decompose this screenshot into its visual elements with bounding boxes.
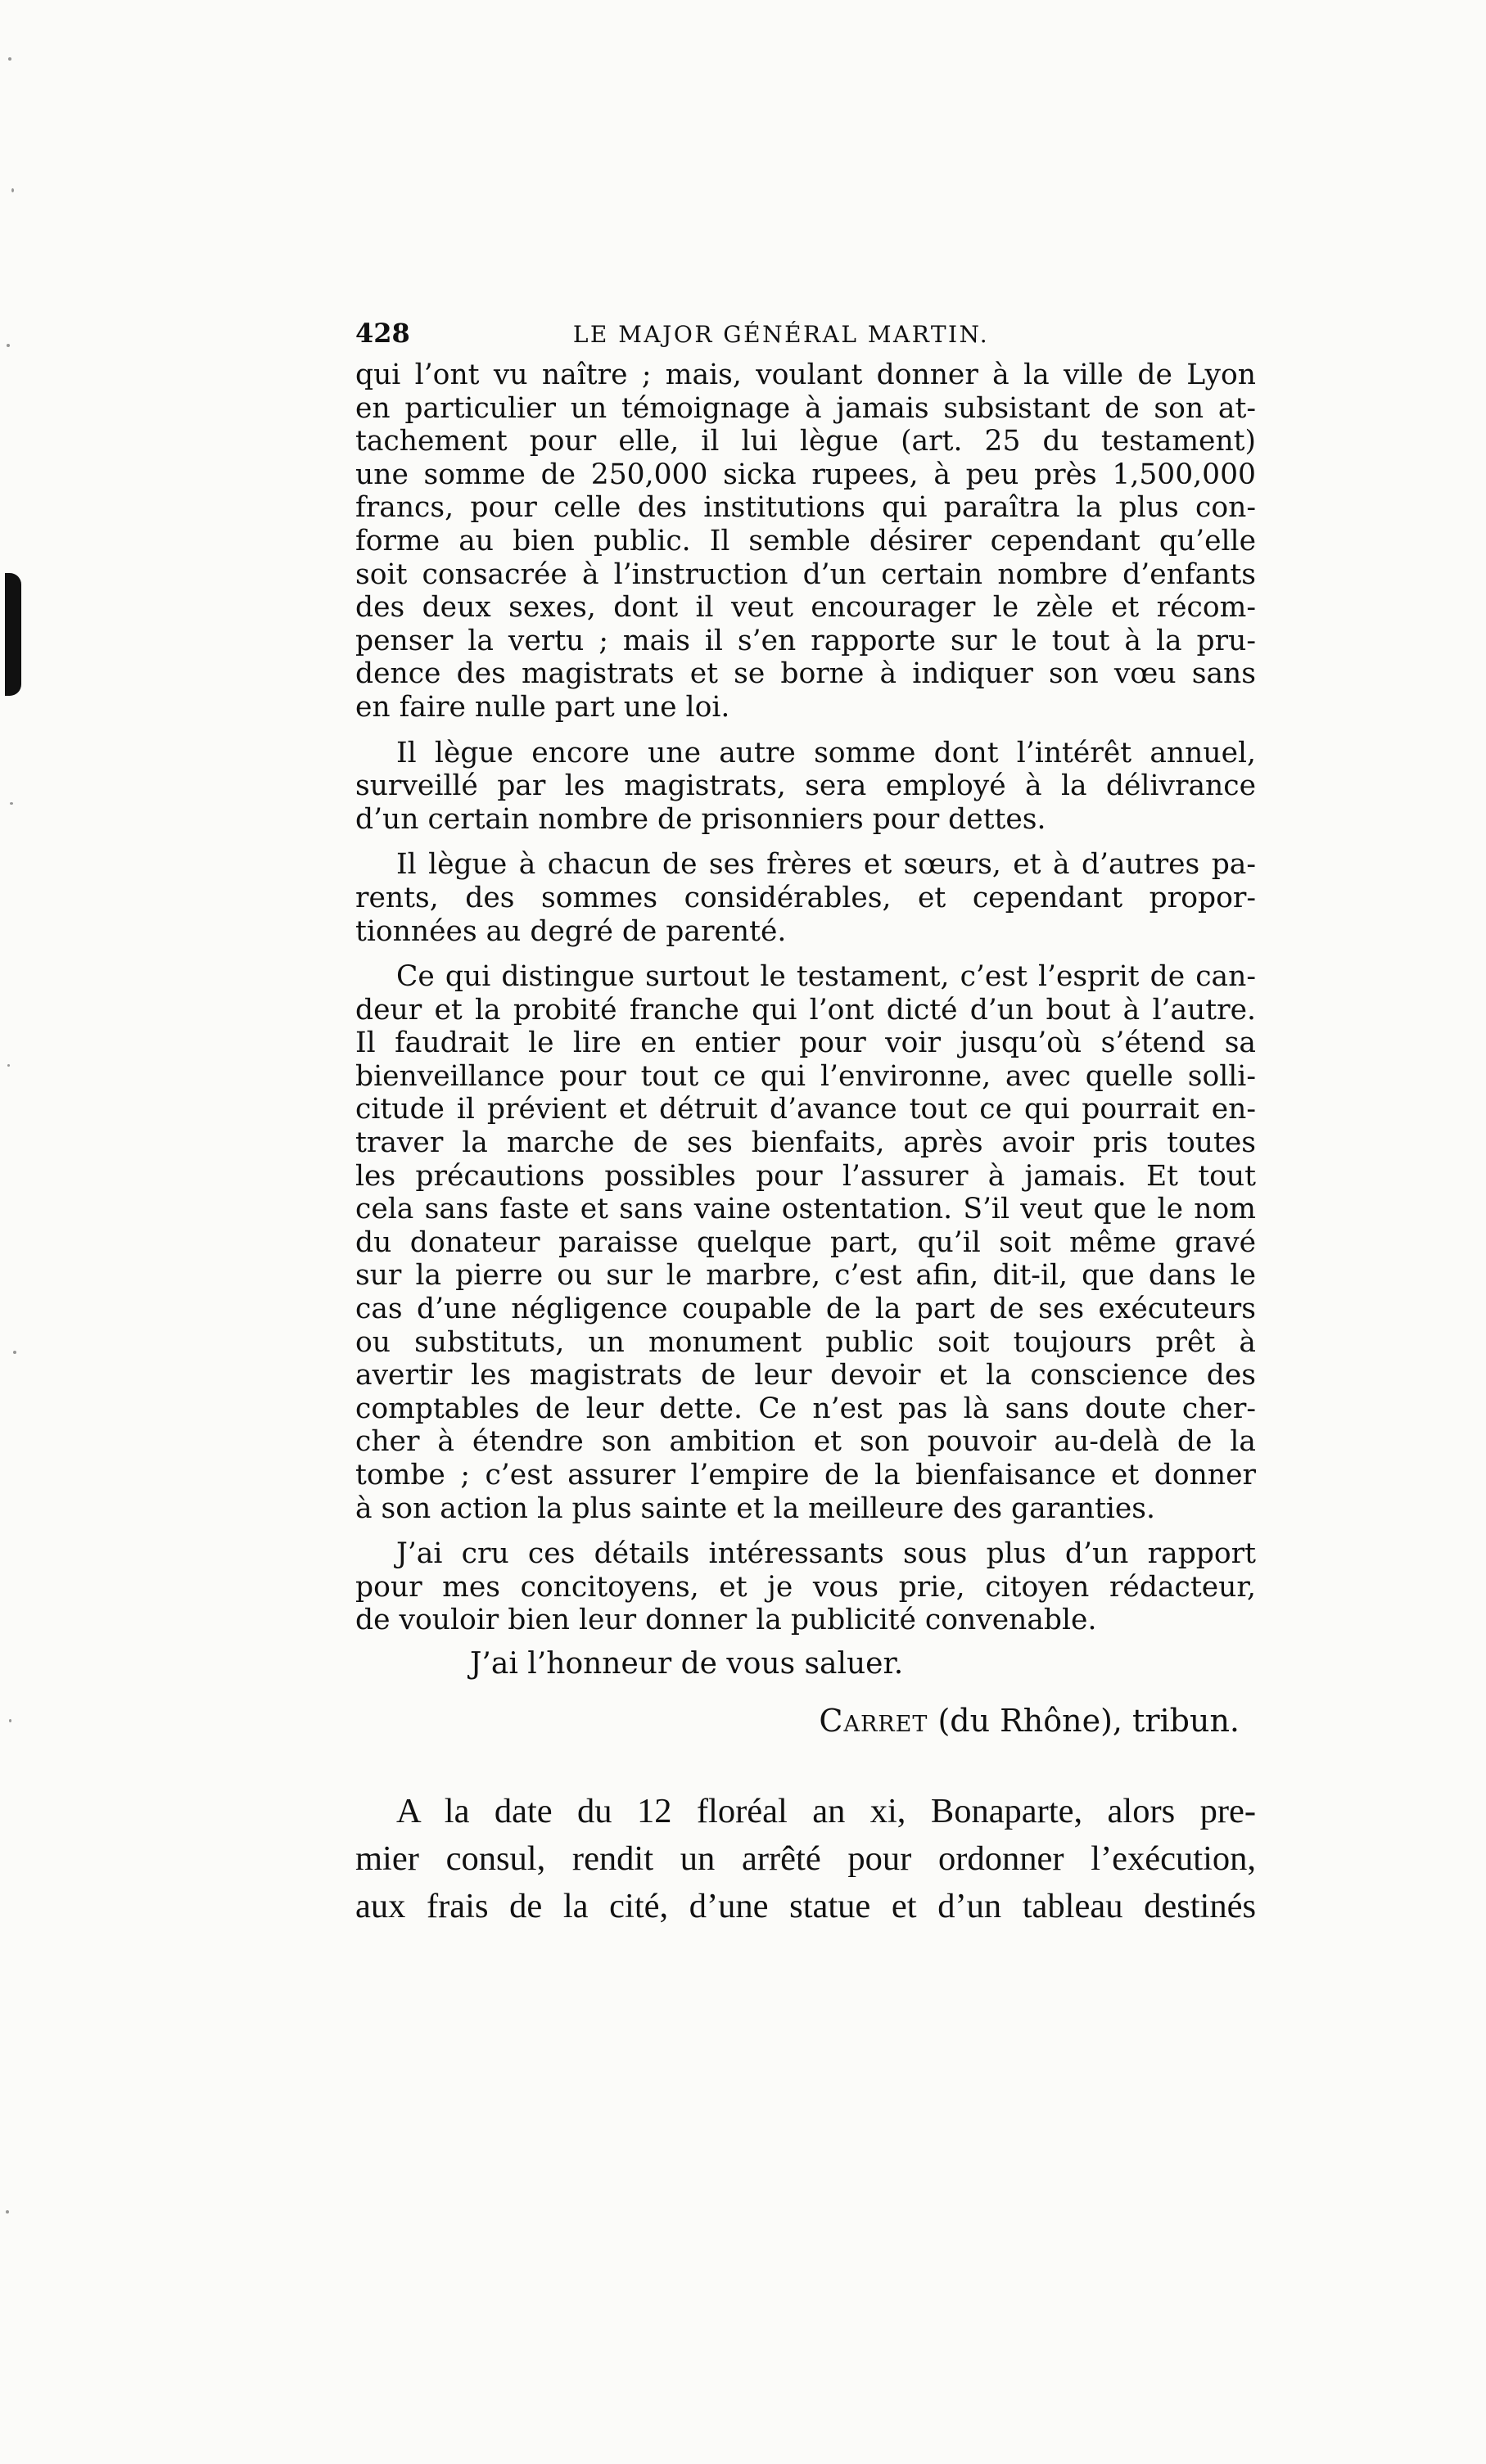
paragraph bbox=[355, 960, 1256, 1525]
text-line: cela sans faste et sans vaine ostentation. S’il veut que le nom bbox=[355, 1193, 1256, 1226]
text-line: forme au bien public. Il semble désirer cependant qu’elle bbox=[355, 524, 1256, 557]
running-title: LE MAJOR GÉNÉRAL MARTIN. bbox=[572, 321, 990, 348]
text-line: tachement pour elle, il lui lègue (art. 25 du testament) bbox=[355, 425, 1256, 458]
closing-salutation: J’ai l’honneur de vous saluer. bbox=[470, 1646, 904, 1681]
text-line: à son action la plus sainte et la meilleure des garanties. bbox=[355, 1491, 1155, 1525]
scan-speck bbox=[13, 1351, 16, 1354]
text-line: une somme de 250,000 sicka rupees, à peu près 1,500,000 bbox=[355, 458, 1256, 491]
scan-speck bbox=[8, 57, 11, 61]
text-line: sur la pierre ou sur le marbre, c’est afin, dit-il, que dans le bbox=[355, 1259, 1256, 1293]
scan-speck bbox=[9, 1719, 11, 1722]
text-line: Il lègue encore une autre somme dont l’intérêt annuel, bbox=[396, 736, 1256, 769]
text-line: soit consacrée à l’instruction d’un certain nombre d’enfants bbox=[355, 557, 1256, 591]
scan-speck bbox=[6, 2210, 9, 2214]
text-line: rents, des sommes considérables, et cependant propor- bbox=[355, 881, 1256, 914]
text-line: citude il prévient et détruit d’avance tout ce qui pourrait en- bbox=[355, 1093, 1256, 1126]
text-line: ou substituts, un monument public soit toujours prêt à bbox=[355, 1325, 1256, 1359]
text-line: qui l’ont vu naître ; mais, voulant donner à la ville de Lyon bbox=[355, 359, 1256, 391]
text-line: tionnées au degré de parenté. bbox=[355, 914, 787, 948]
page-header bbox=[355, 318, 1256, 359]
paragraph bbox=[355, 359, 1256, 724]
scanned-page-edge bbox=[0, 0, 49, 2464]
book-page bbox=[355, 318, 1256, 1930]
text-line: avertir les magistrats de leur devoir et la conscience des bbox=[355, 1359, 1256, 1392]
text-line: A la date du 12 floréal an xi, Bonaparte, alors pre- bbox=[396, 1791, 1256, 1830]
text-line: mier consul, rendit un arrêté pour ordonner l’exécution, bbox=[355, 1839, 1256, 1878]
signature bbox=[355, 1701, 1256, 1740]
text-line: d’un certain nombre de prisonniers pour dettes. bbox=[355, 802, 1046, 836]
letter-body bbox=[355, 359, 1256, 1637]
signature-title: (du Rhône), tribun. bbox=[928, 1702, 1240, 1739]
page-number: 428 bbox=[355, 318, 410, 349]
text-line: cas d’une négligence coupable de la part de ses exécuteurs bbox=[355, 1293, 1256, 1326]
text-line: Il faudrait le lire en entier pour voir jusqu’où s’étend sa bbox=[355, 1027, 1256, 1060]
text-line: J’ai cru ces détails intéressants sous plus d’un rapport bbox=[396, 1537, 1256, 1571]
paragraph bbox=[355, 737, 1256, 837]
text-line: bienveillance pour tout ce qui l’environne, avec quelle solli- bbox=[355, 1059, 1256, 1093]
signature-name: Carret bbox=[819, 1702, 928, 1739]
binding-shadow bbox=[5, 573, 21, 696]
text-line: pour mes concitoyens, et je vous prie, citoyen rédacteur, bbox=[355, 1570, 1256, 1604]
scan-speck bbox=[11, 188, 14, 192]
text-line: francs, pour celle des institutions qui paraîtra la plus con- bbox=[355, 491, 1256, 525]
paragraph bbox=[355, 848, 1256, 948]
text-line: penser la vertu ; mais il s’en rapporte sur le tout à la pru- bbox=[355, 624, 1256, 657]
text-line: traver la marche de ses bienfaits, après avoir pris toutes bbox=[355, 1126, 1256, 1160]
text-line: en particulier un témoignage à jamais subsistant de son at- bbox=[355, 391, 1256, 425]
text-line: des deux sexes, dont il veut encourager le zèle et récom- bbox=[355, 591, 1256, 625]
text-line: Il lègue à chacun de ses frères et sœurs, et à d’autres pa- bbox=[396, 848, 1256, 882]
text-line: Ce qui distingue surtout le testament, c’est l’esprit de can- bbox=[396, 960, 1256, 994]
text-line: en faire nulle part une loi. bbox=[355, 690, 730, 724]
text-line: comptables de leur dette. Ce n’est pas là sans doute cher- bbox=[355, 1392, 1256, 1425]
scan-speck bbox=[7, 1064, 10, 1067]
narrative-paragraph bbox=[355, 1788, 1256, 1930]
text-line: aux frais de la cité, d’une statue et d’un tableau destinés bbox=[355, 1886, 1256, 1925]
scan-speck bbox=[7, 344, 10, 347]
text-line: cher à étendre son ambition et son pouvoir au-delà de la bbox=[355, 1425, 1256, 1459]
text-line: surveillé par les magistrats, sera employé à la délivrance bbox=[355, 769, 1256, 803]
text-line: de vouloir bien leur donner la publicité convenable. bbox=[355, 1604, 1097, 1637]
text-line: tombe ; c’est assurer l’empire de la bienfaisance et donner bbox=[355, 1459, 1256, 1491]
scan-speck bbox=[10, 802, 13, 805]
text-line: dence des magistrats et se borne à indiquer son vœu sans bbox=[355, 657, 1256, 691]
text-line: deur et la probité franche qui l’ont dicté d’un bout à l’autre. bbox=[355, 993, 1256, 1027]
text-line: les précautions possibles pour l’assurer à jamais. Et tout bbox=[355, 1159, 1256, 1193]
text-line: du donateur paraisse quelque part, qu’il soit même gravé bbox=[355, 1225, 1256, 1259]
paragraph bbox=[355, 1537, 1256, 1637]
